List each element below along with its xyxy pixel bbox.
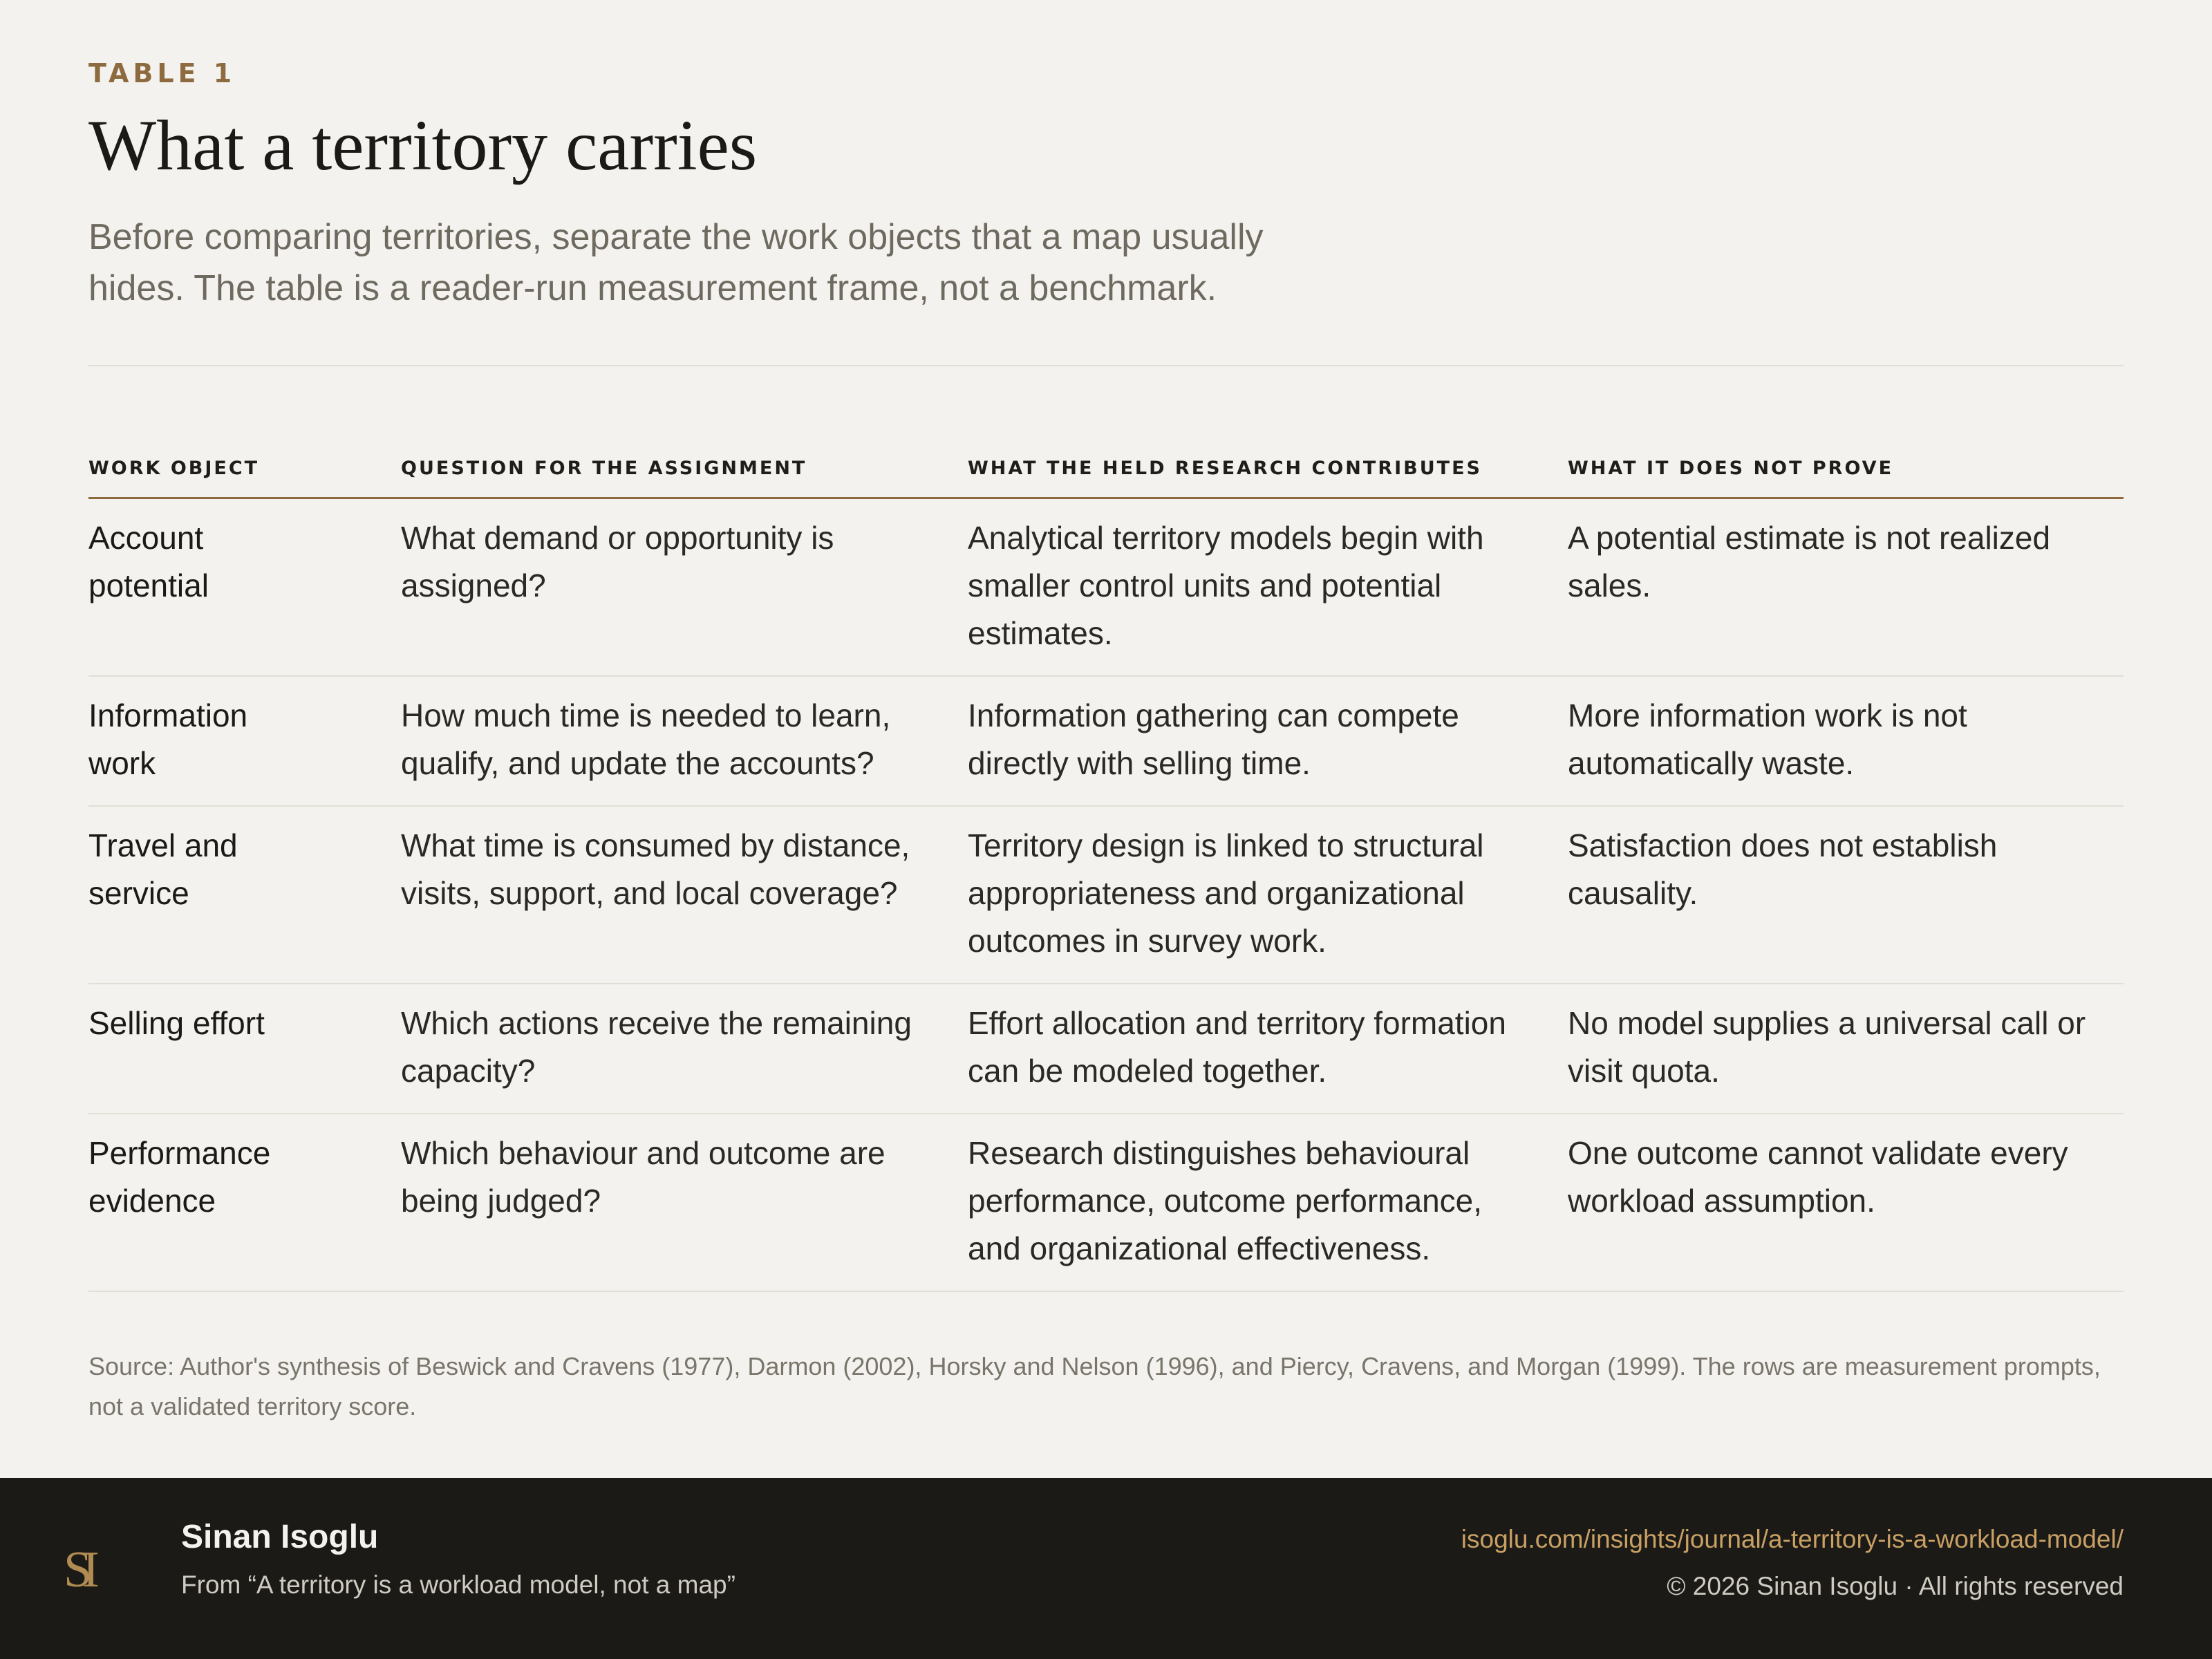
not-prove-cell: One outcome cannot validate every workload assumption. (1568, 1114, 2124, 1291)
research-cell: Information gathering can compete directly with selling time. (968, 676, 1568, 806)
article-link[interactable]: isoglu.com/insights/journal/a-territory-is-a-workload-model/ (1461, 1525, 2124, 1553)
not-prove-cell: No model supplies a universal call or visit quota. (1568, 984, 2124, 1114)
table-eyebrow: TABLE 1 (88, 58, 236, 88)
not-prove-cell: Satisfaction does not establish causality. (1568, 806, 2124, 984)
research-cell: Territory design is linked to structural appropriateness and organizational outcomes in survey work. (968, 806, 1568, 984)
table-row (88, 1114, 2124, 1291)
source-note: Source: Author's synthesis of Beswick and Cravens (1977), Darmon (2002), Horsky and Nelson (1996), and Piercy, Cravens, and Morgan (1999). The rows are measurement prompts, not a validated territory score. (88, 1352, 2101, 1421)
monogram-logo: SI (64, 1541, 90, 1598)
question-cell: Which behaviour and outcome are being judged? (401, 1114, 968, 1291)
column-header-research: WHAT THE HELD RESEARCH CONTRIBUTES (968, 442, 1568, 498)
column-header-question: QUESTION FOR THE ASSIGNMENT (401, 442, 968, 498)
work-object-cell: Selling effort (88, 984, 401, 1114)
copyright-notice: © 2026 Sinan Isoglu · All rights reserved (1667, 1572, 2124, 1600)
page-subtitle: Before comparing territories, separate the work objects that a map usually hides. The table is a reader-run measurement frame, not a benchmark. (88, 217, 1264, 308)
not-prove-cell: A potential estimate is not realized sales. (1568, 498, 2124, 677)
workload-table (88, 442, 2124, 1292)
question-cell: Which actions receive the remaining capacity? (401, 984, 968, 1114)
work-object-cell: Travel and service (88, 806, 401, 984)
work-object-cell: Information work (88, 676, 401, 806)
page-title: What a territory carries (88, 106, 758, 185)
table-row (88, 676, 2124, 806)
page-footer (0, 1478, 2212, 1659)
question-cell: What demand or opportunity is assigned? (401, 498, 968, 677)
author-name: Sinan Isoglu (181, 1519, 379, 1555)
not-prove-cell: More information work is not automatically waste. (1568, 676, 2124, 806)
work-object-cell: Account potential (88, 498, 401, 677)
research-cell: Analytical territory models begin with smaller control units and potential estimates. (968, 498, 1568, 677)
work-object-cell: Performance evidence (88, 1114, 401, 1291)
column-header-not-prove: WHAT IT DOES NOT PROVE (1568, 442, 2124, 498)
header-divider (88, 365, 2124, 366)
question-cell: How much time is needed to learn, qualify, and update the accounts? (401, 676, 968, 806)
research-cell: Effort allocation and territory formation can be modeled together. (968, 984, 1568, 1114)
table-header-row (88, 442, 2124, 498)
table-row (88, 806, 2124, 984)
research-cell: Research distinguishes behavioural performance, outcome performance, and organizational effectiveness. (968, 1114, 1568, 1291)
table-row (88, 984, 2124, 1114)
table-row (88, 498, 2124, 677)
column-header-work-object: WORK OBJECT (88, 442, 401, 498)
question-cell: What time is consumed by distance, visits, support, and local coverage? (401, 806, 968, 984)
article-reference: From “A territory is a workload model, not a map” (181, 1571, 735, 1599)
